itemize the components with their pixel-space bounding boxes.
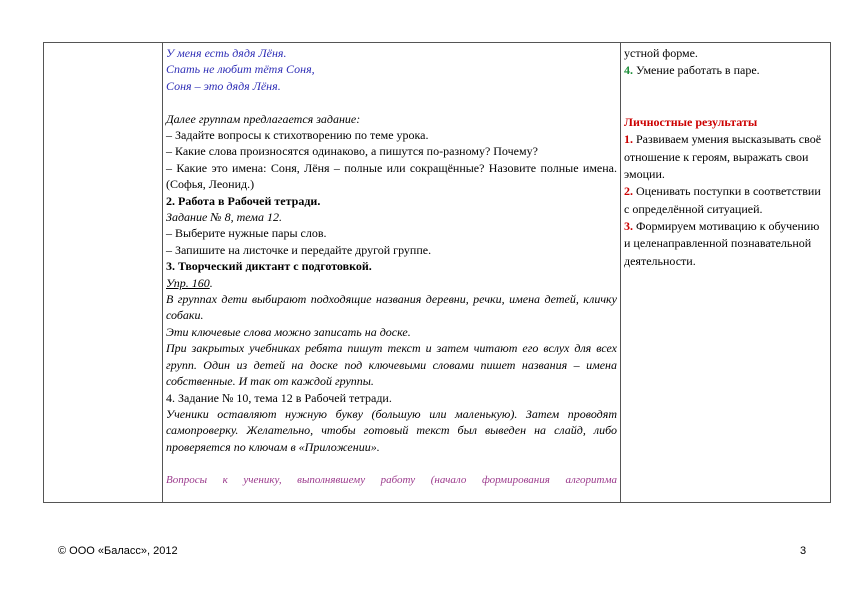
section-4-heading: 4. Задание № 10, тема 12 в Рабочей тетради. <box>166 390 392 405</box>
personal-result-3-number: 3. <box>624 218 633 233</box>
copyright-footer: © ООО «Баласс», 2012 <box>58 545 178 557</box>
group-task-item-3: – Какие это имена: Соня, Лёня – полные или сокращённые? Назовите полные имена. (Софья, Леонид.) <box>166 160 617 192</box>
section-3-paragraph-3: При закрытых учебниках ребята пишут текст и затем читают его вслух для всех групп. Один из детей на доске под ключевыми словами пишет названия – имена собственные. И так от каждой группы. <box>166 341 617 389</box>
section-3-paragraph-2: Эти ключевые слова можно записать на доске. <box>166 324 411 339</box>
stage-column-cell <box>44 43 163 503</box>
table-row <box>44 43 831 503</box>
personal-result-2-text: Оценивать поступки в соответствии с определённой ситуацией. <box>624 184 821 216</box>
results-continuation: устной форме. <box>624 46 698 60</box>
group-task-item-2: – Какие слова произносятся одинаково, а пишутся по-разному? Почему? <box>166 144 538 159</box>
section-4-paragraph-1: Ученики оставляют нужную букву (большую или маленькую). Затем проводят самопроверку. Желательно, чтобы готовый текст был выведен на слайд, либо проверяется по ключам в «Приложении». <box>166 406 617 454</box>
section-2-task: Задание № 8, тема 12. <box>166 210 282 225</box>
questions-text: Вопросы к ученику, выполнявшему работу (начало формирования алгоритма <box>166 473 617 486</box>
group-task-intro: Далее группам предлагается задание: <box>166 111 361 126</box>
personal-result-1-text: Развиваем умения высказывать своё отношение к героям, выражать свои эмоции. <box>624 132 822 182</box>
personal-result-1-number: 1. <box>624 132 633 147</box>
section-3-heading: 3. Творческий диктант с подготовкой. <box>166 259 372 274</box>
exercise-reference: Упр. 160 <box>166 275 210 290</box>
poem-line-2: Спать не любит тётя Соня, <box>166 62 315 77</box>
exercise-suffix: . <box>209 275 213 290</box>
result-4-text: Умение работать в паре. <box>636 63 760 78</box>
section-2-heading: 2. Работа в Рабочей тетради. <box>166 193 321 208</box>
lesson-table <box>43 42 831 503</box>
group-task-item-1: – Задайте вопросы к стихотворению по теме урока. <box>166 128 429 143</box>
result-4-number: 4. <box>624 63 633 78</box>
personal-results-title: Личностные результаты <box>624 115 758 130</box>
section-2-item-1: – Выберите нужные пары слов. <box>166 226 327 241</box>
results-column-cell <box>621 43 831 503</box>
poem-line-3: Соня – это дядя Лёня. <box>166 78 281 93</box>
activity-column-cell <box>163 43 621 503</box>
personal-result-2-number: 2. <box>624 184 633 199</box>
section-3-paragraph-1: В группах дети выбирают подходящие названия деревни, речки, имена детей, кличку собаки. <box>166 292 617 323</box>
personal-result-3-text: Формируем мотивацию к обучению и целенаправленной познавательной деятельности. <box>624 218 820 268</box>
section-2-item-2: – Запишите на листочке и передайте другой группе. <box>166 242 432 257</box>
poem-line-1: У меня есть дядя Лёня. <box>166 46 287 60</box>
page-number: 3 <box>800 545 807 557</box>
